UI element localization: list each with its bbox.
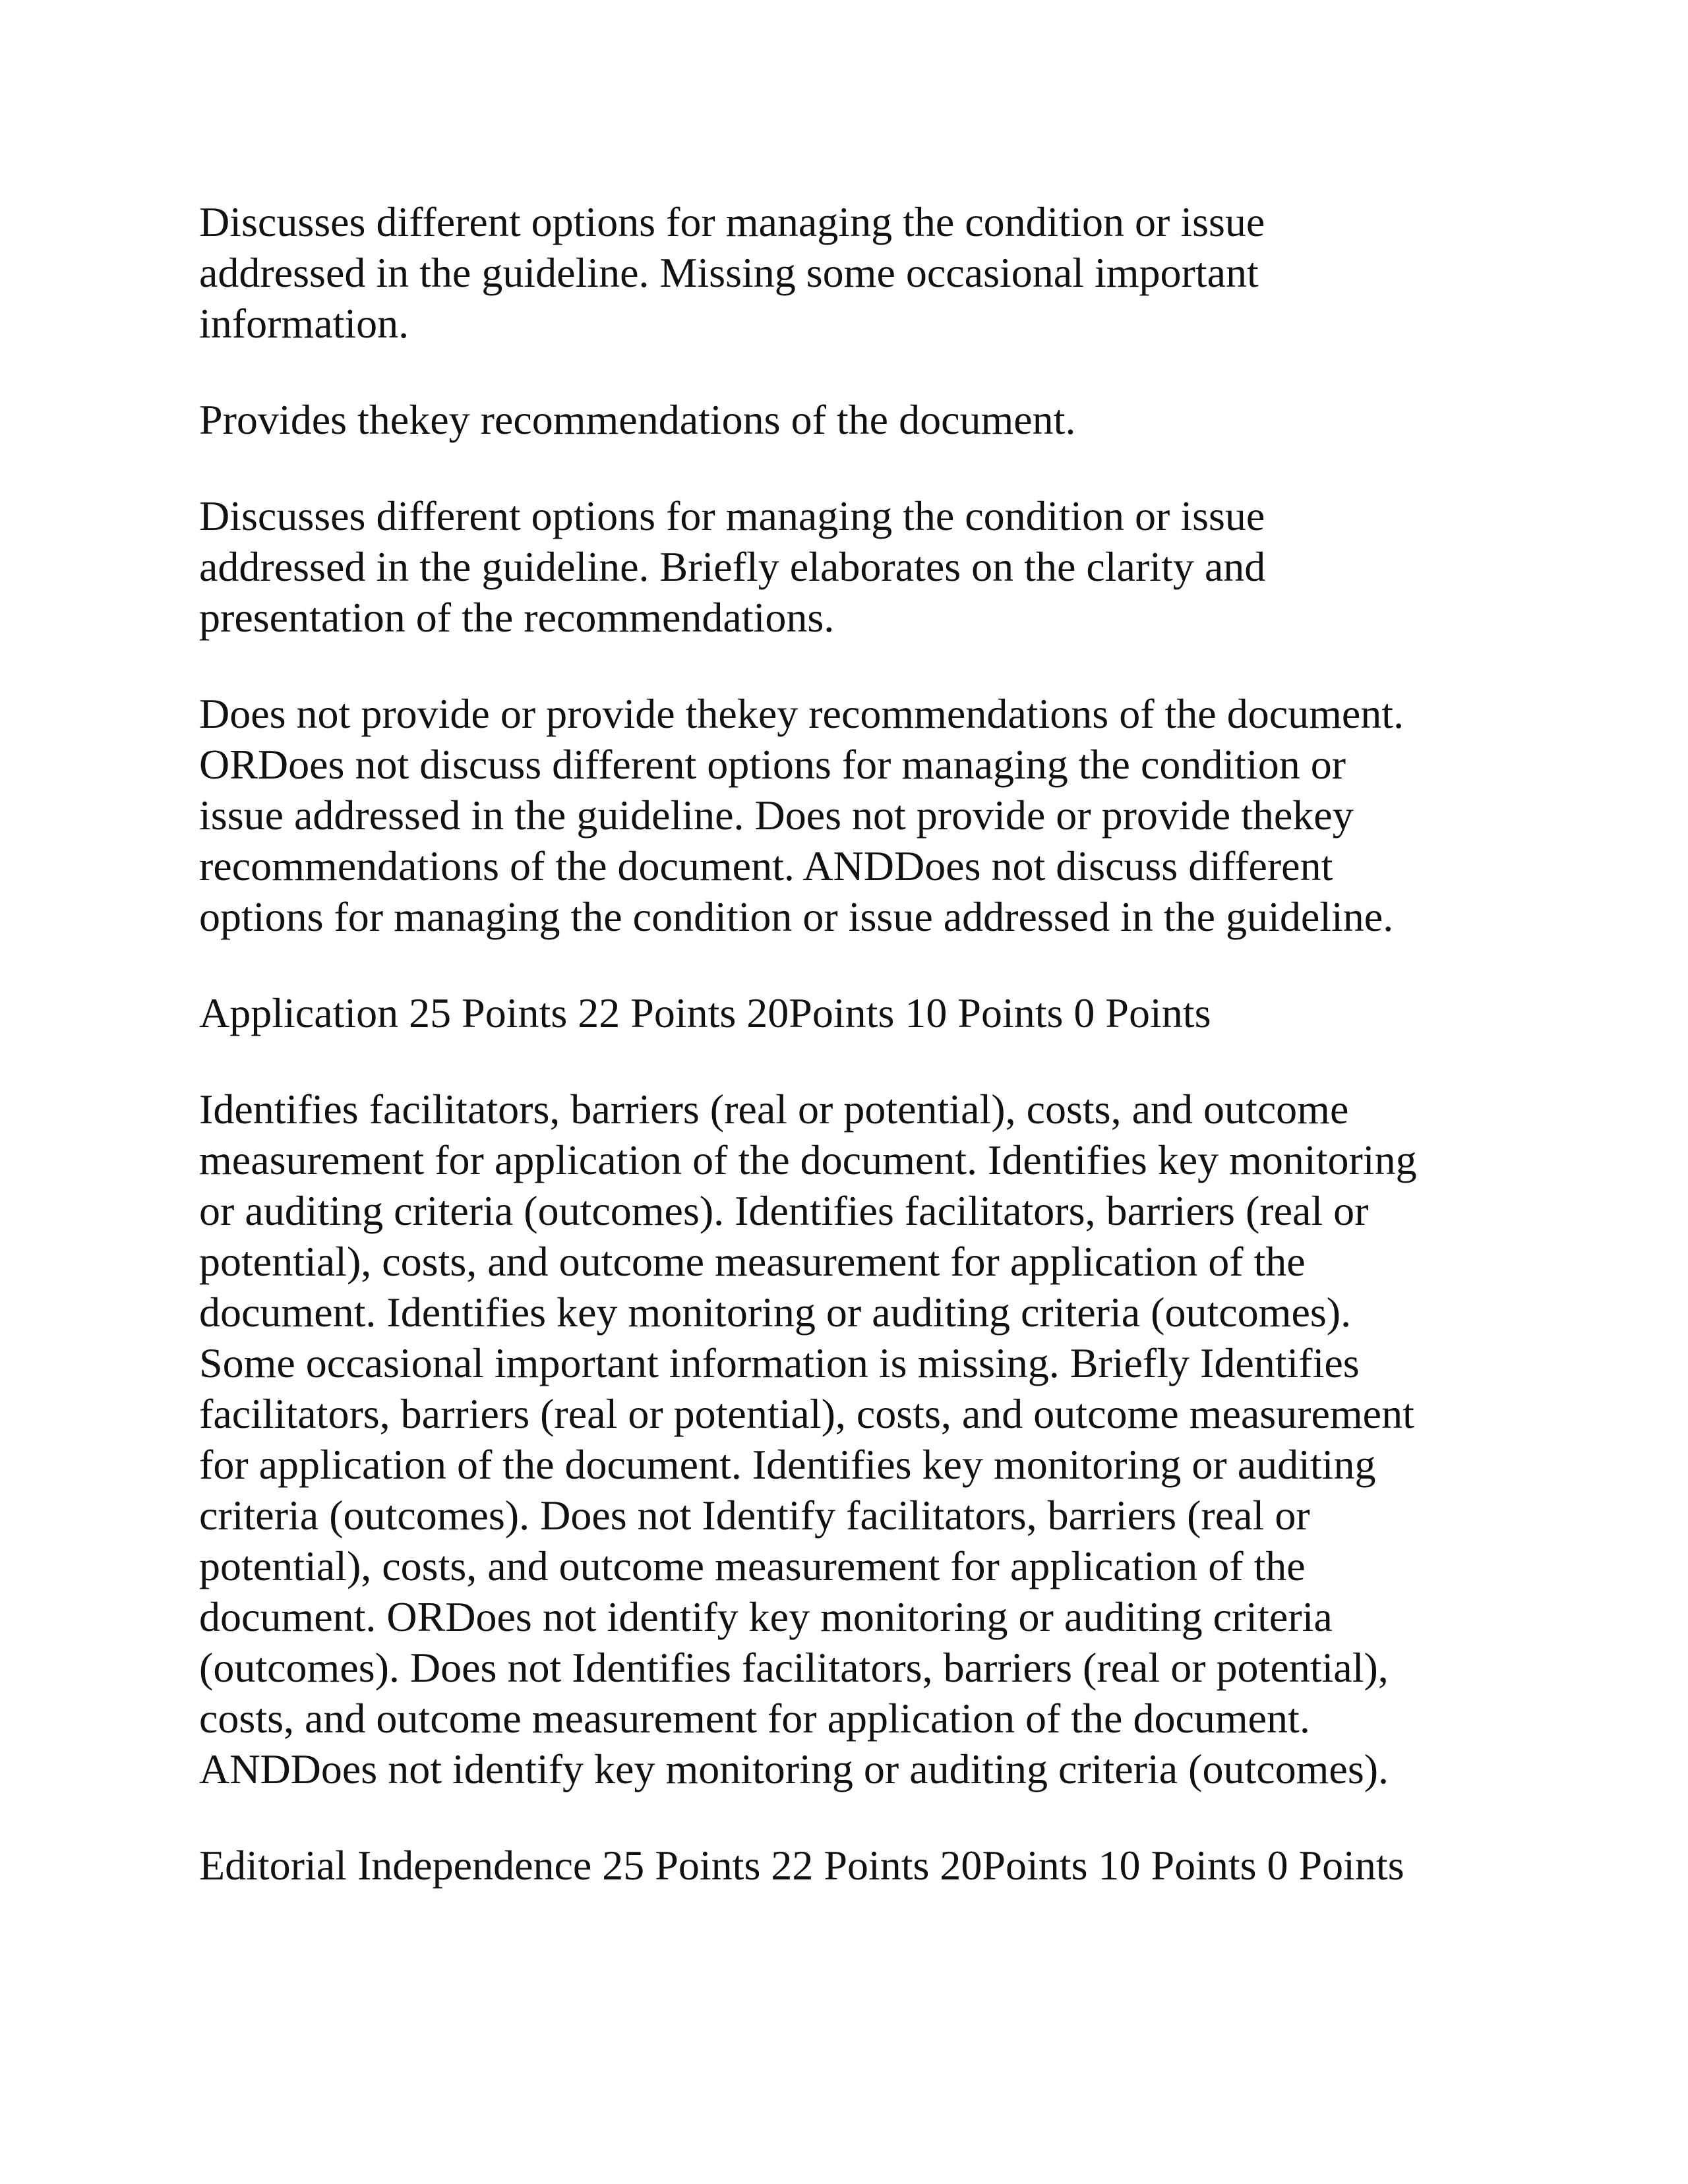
paragraph-application-criteria: Identifies facilitators, barriers (real or potential), costs, and outcome measurement for application of the document. Identifies key monitoring or auditing criteria (outcomes). Identifies facilitators, barriers (real or potential), costs, and outcome measurement for application of the document. Identifies key monitoring or auditing criteria (outcomes). Some occasional important information is missing. Briefly Identifies facilitators, barriers (real or potential), costs, and outcome measurement for application of the document. Identifies key monitoring or auditing criteria (outcomes). Does not Identify facilitators, barriers (real or potential), costs, and outcome measurement for application of the document. ORDoes not identify key monitoring or auditing criteria (outcomes). Does not Identifies facilitators, barriers (real or potential), costs, and outcome measurement for application of the document. ANDDoes not identify key monitoring or auditing criteria (outcomes). bbox=[199, 1086, 1417, 1792]
paragraph-options-missing-info: Discusses different options for managing the condition or issue addressed in the guideline. Missing some occasional important information. bbox=[199, 198, 1265, 347]
rubric-row-editorial-independence: Editorial Independence 25 Points 22 Points 20Points 10 Points 0 Points bbox=[199, 1842, 1404, 1889]
paragraph-key-recommendations: Provides thekey recommendations of the document. bbox=[199, 396, 1076, 443]
paragraph-does-not-provide: Does not provide or provide thekey recommendations of the document. ORDoes not discuss different options for managing the condition or issue addressed in the guideline. Does not provide or provide thekey recommendations of the document. ANDDoes not discuss different options for managing the condition or issue addressed in the guideline. bbox=[199, 690, 1404, 940]
document-body bbox=[199, 196, 1492, 1891]
paragraph-options-clarity: Discusses different options for managing the condition or issue addressed in the guideline. Briefly elaborates on the clarity and presentation of the recommendations. bbox=[199, 492, 1266, 641]
rubric-row-application: Application 25 Points 22 Points 20Points 10 Points 0 Points bbox=[199, 989, 1211, 1036]
